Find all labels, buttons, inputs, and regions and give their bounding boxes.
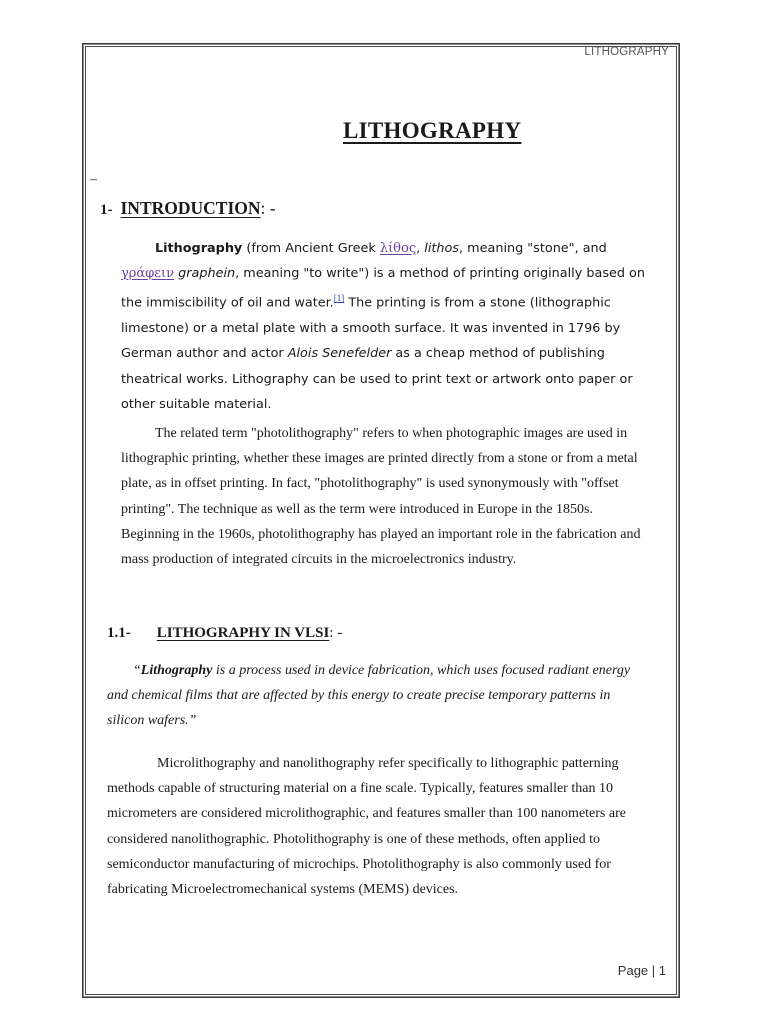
text-run: , meaning "stone", and — [459, 241, 607, 256]
page-number-footer: Page | 1 — [617, 963, 666, 978]
stray-mark: – — [90, 172, 97, 187]
text-run: , meaning "to write") is a method of — [235, 266, 470, 282]
text-run: , — [416, 241, 425, 256]
text-run: originally based on the — [121, 266, 645, 312]
quote-open-mark: “ — [133, 663, 141, 678]
section-heading-lithography-in-vlsi — [107, 625, 342, 642]
term-lithos: lithos — [424, 241, 460, 256]
text-run: as a cheap method of publishing theatrical works. Lithography can be used to print text or — [121, 346, 605, 387]
quote-close-mark: ” — [188, 713, 197, 729]
name-senefelder: Alois Senefelder — [287, 346, 392, 362]
intro-paragraph-1 — [121, 236, 653, 417]
running-header: LITHOGRAPHY — [584, 46, 669, 58]
link-lithos-greek[interactable]: λίθος — [379, 241, 417, 256]
text-run: onto paper or other suitable material. — [121, 371, 633, 412]
section-label: INTRODUCTION — [120, 198, 261, 218]
quote-term: Lithography — [140, 663, 213, 678]
subsection-label: LITHOGRAPHY IN VLSI — [156, 625, 330, 641]
section-tail: : - — [260, 198, 276, 218]
text-run: ) or a metal plate with a smooth surface. It was invented in 1796 by German author and actor — [121, 321, 621, 362]
link-artwork[interactable]: artwork — [492, 371, 542, 387]
definition-quote — [107, 658, 647, 734]
link-printing[interactable]: printing — [469, 266, 520, 282]
term-graphein: graphein — [178, 266, 236, 282]
citation-ref-1[interactable]: [1] — [333, 293, 345, 304]
subsection-number: 1.1- — [107, 625, 131, 641]
microlithography-paragraph: Microlithography and nanolithography refer specifically to lithographic patterning methods capable of structuring material on a fine scale. Typically, features smaller than 10 micrometers are considered microlithographic, and features smaller than 100 nanometers are considered nanolithographic. Photolithography is one of these methods, often applied to semiconductor manufacturing of microchips. Photolithography is also commonly used for fabricating Microelectromechanical systems (MEMS) devices. — [107, 756, 626, 898]
link-lithographic-limestone[interactable]: lithographic limestone — [121, 296, 611, 337]
text-run: The printing is from a stone ( — [344, 296, 535, 312]
text-run: of oil and water. — [226, 296, 334, 312]
document-title: LITHOGRAPHY — [343, 118, 522, 143]
link-graphein-greek[interactable]: γράφειν — [121, 266, 175, 282]
text-run: (from Ancient Greek — [242, 241, 380, 256]
link-immiscibility[interactable]: immiscibility — [146, 296, 227, 312]
intro-paragraph-2: The related term "photolithography" refers to when photographic images are used in lithographic printing, whether these images are printed directly from a stone or from a metal plate, as in offset printing. In fact, "photolithography" is used synonymously with "offset printing". The technique as well as the term were introduced in Europe in the 1850s. Beginning in the 1960s, photolithography has played an important role in the fabrication and mass production of integrated circuits in the microelectronics industry. — [121, 426, 641, 568]
subsection-tail: : - — [329, 625, 343, 641]
quote-body: is a process used in device fabrication, which uses focused radiant energy and chemical films that are affected by this energy to create precise temporary patterns in silicon wafers. — [107, 663, 631, 729]
section-number: 1- — [100, 202, 113, 218]
section-heading-introduction — [100, 198, 276, 219]
term-lithography: Lithography — [155, 241, 243, 256]
